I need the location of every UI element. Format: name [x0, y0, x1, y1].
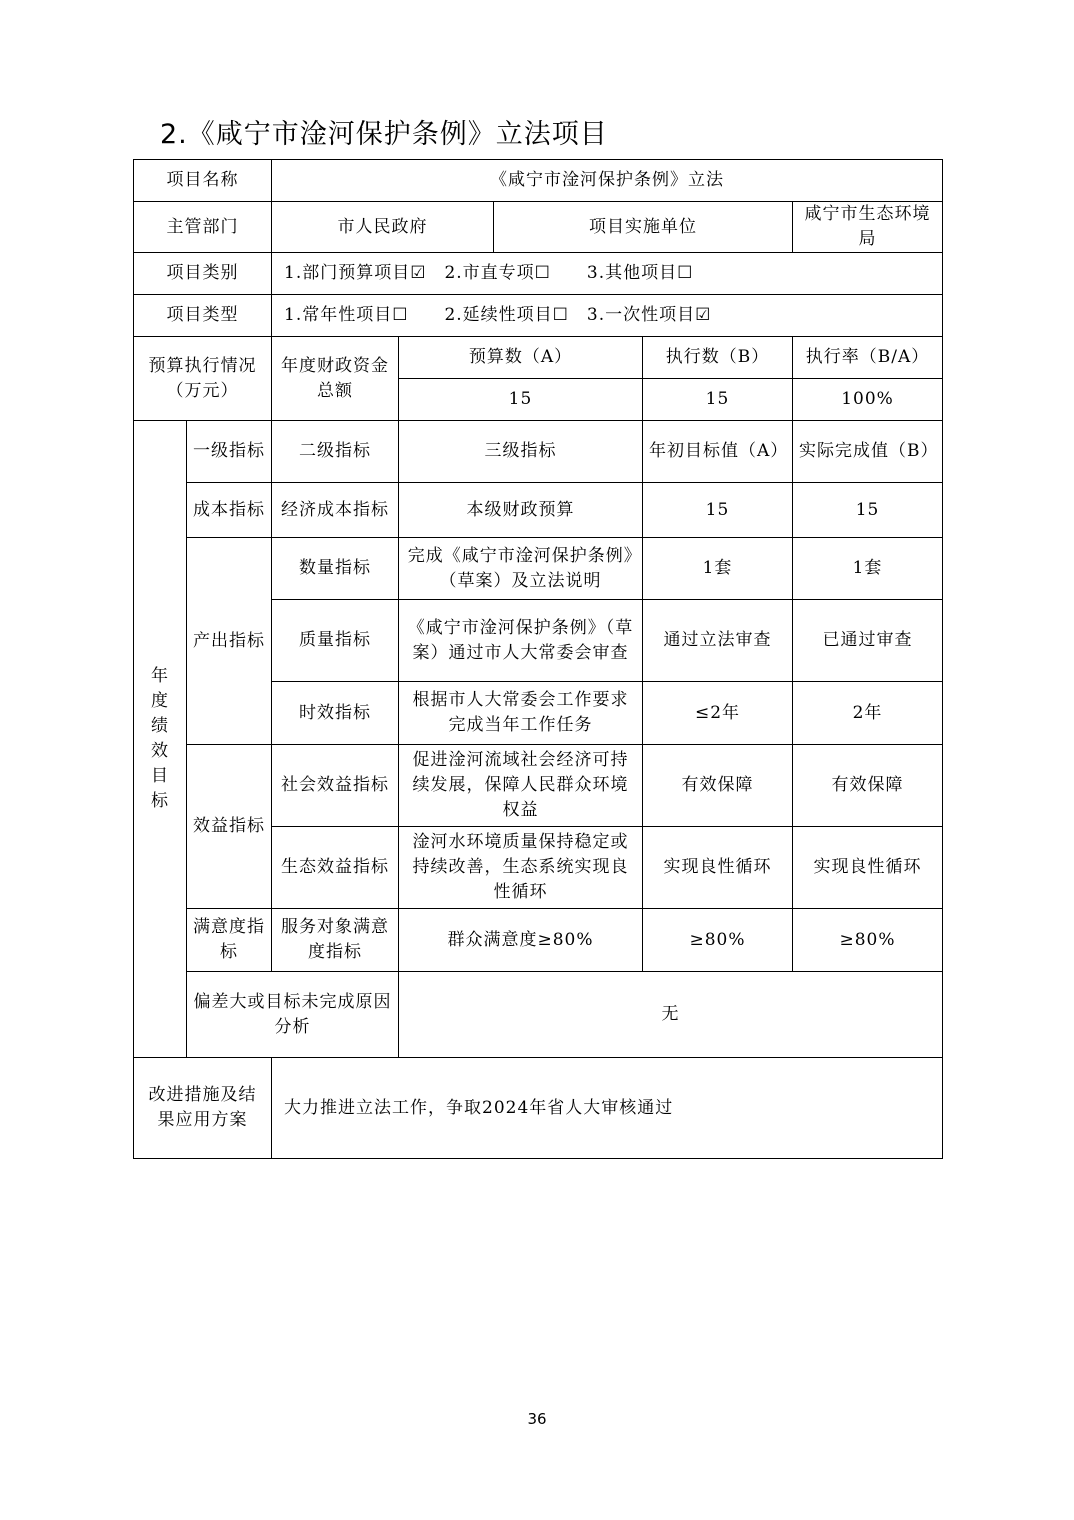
budget-exec-label: 预算执行情况（万元）	[134, 337, 272, 421]
project-name-value: 《咸宁市淦河保护条例》立法	[272, 160, 943, 202]
benefit-social-l3: 促进淦河流域社会经济可持续发展，保障人民群众环境权益	[399, 745, 643, 827]
output-time-actual: 2年	[793, 682, 943, 745]
exec-b-label: 执行数（B）	[643, 337, 793, 379]
level2-label: 二级指标	[272, 421, 399, 483]
page-number: 36	[527, 1410, 547, 1428]
impl-unit-label: 项目实施单位	[494, 202, 793, 253]
cost-actual: 15	[793, 483, 943, 538]
output-time-target: ≤2年	[643, 682, 793, 745]
row-output-quantity	[134, 538, 943, 600]
row-type	[134, 295, 943, 337]
page-title: 2.《咸宁市淦河保护条例》立法项目	[160, 119, 608, 150]
satisfaction-l2: 服务对象满意度指标	[272, 909, 399, 972]
impl-unit-value: 咸宁市生态环境局	[793, 202, 943, 253]
output-quality-target: 通过立法审查	[643, 600, 793, 682]
improve-value: 大力推进立法工作，争取2024年省人大审核通过	[272, 1058, 943, 1159]
rate-label: 执行率（B/A）	[793, 337, 943, 379]
output-quality-l3: 《咸宁市淦河保护条例》（草案）通过市人大常委会审查	[399, 600, 643, 682]
benefit-ecology-target: 实现良性循环	[643, 827, 793, 909]
output-quality-l2: 质量指标	[272, 600, 399, 682]
improve-label: 改进措施及结果应用方案	[134, 1058, 272, 1159]
benefit-social-l2: 社会效益指标	[272, 745, 399, 827]
budget-a-label: 预算数（A）	[399, 337, 643, 379]
category-value: 1.部门预算项目☑ 2.市直专项☐ 3.其他项目☐	[272, 253, 943, 295]
deviation-label: 偏差大或目标未完成原因分析	[187, 972, 399, 1058]
dept-value: 市人民政府	[272, 202, 494, 253]
output-quantity-l3: 完成《咸宁市淦河保护条例》（草案）及立法说明	[399, 538, 643, 600]
row-cost	[134, 483, 943, 538]
output-quantity-target: 1套	[643, 538, 793, 600]
dept-label: 主管部门	[134, 202, 272, 253]
type-label: 项目类型	[134, 295, 272, 337]
type-value: 1.常年性项目☐ 2.延续性项目☐ 3.一次性项目☑	[272, 295, 943, 337]
row-dept	[134, 202, 943, 253]
annual-funds-label: 年度财政资金总额	[272, 337, 399, 421]
project-name-label: 项目名称	[134, 160, 272, 202]
row-deviation	[134, 972, 943, 1058]
target-a-label: 年初目标值（A）	[643, 421, 793, 483]
output-time-l2: 时效指标	[272, 682, 399, 745]
annual-goal-label: 年度绩效目标	[134, 421, 187, 1058]
cost-target: 15	[643, 483, 793, 538]
satisfaction-l3: 群众满意度≥80%	[399, 909, 643, 972]
row-benefit-social	[134, 745, 943, 827]
benefit-ecology-l2: 生态效益指标	[272, 827, 399, 909]
benefit-ecology-actual: 实现良性循环	[793, 827, 943, 909]
exec-b-value: 15	[643, 379, 793, 421]
row-project-name	[134, 160, 943, 202]
actual-b-label: 实际完成值（B）	[793, 421, 943, 483]
output-quantity-actual: 1套	[793, 538, 943, 600]
budget-a-value: 15	[399, 379, 643, 421]
benefit-social-target: 有效保障	[643, 745, 793, 827]
output-quality-actual: 已通过审查	[793, 600, 943, 682]
cost-l2: 经济成本指标	[272, 483, 399, 538]
category-label: 项目类别	[134, 253, 272, 295]
row-category	[134, 253, 943, 295]
row-budget-header	[134, 337, 943, 379]
row-satisfaction	[134, 909, 943, 972]
performance-table	[133, 159, 943, 1159]
level3-label: 三级指标	[399, 421, 643, 483]
cost-l3: 本级财政预算	[399, 483, 643, 538]
output-quantity-l2: 数量指标	[272, 538, 399, 600]
satisfaction-l1: 满意度指 标	[187, 909, 272, 972]
output-time-l3: 根据市人大常委会工作要求完成当年工作任务	[399, 682, 643, 745]
satisfaction-target: ≥80%	[643, 909, 793, 972]
benefit-social-actual: 有效保障	[793, 745, 943, 827]
row-improve	[134, 1058, 943, 1159]
row-indicator-header	[134, 421, 943, 483]
cost-l1: 成本指标	[187, 483, 272, 538]
benefit-ecology-l3: 淦河水环境质量保持稳定或持续改善，生态系统实现良性循环	[399, 827, 643, 909]
satisfaction-actual: ≥80%	[793, 909, 943, 972]
deviation-value: 无	[399, 972, 943, 1058]
rate-value: 100%	[793, 379, 943, 421]
benefit-l1: 效益指标	[187, 745, 272, 909]
level1-label: 一级指标	[187, 421, 272, 483]
output-l1: 产出指标	[187, 538, 272, 745]
